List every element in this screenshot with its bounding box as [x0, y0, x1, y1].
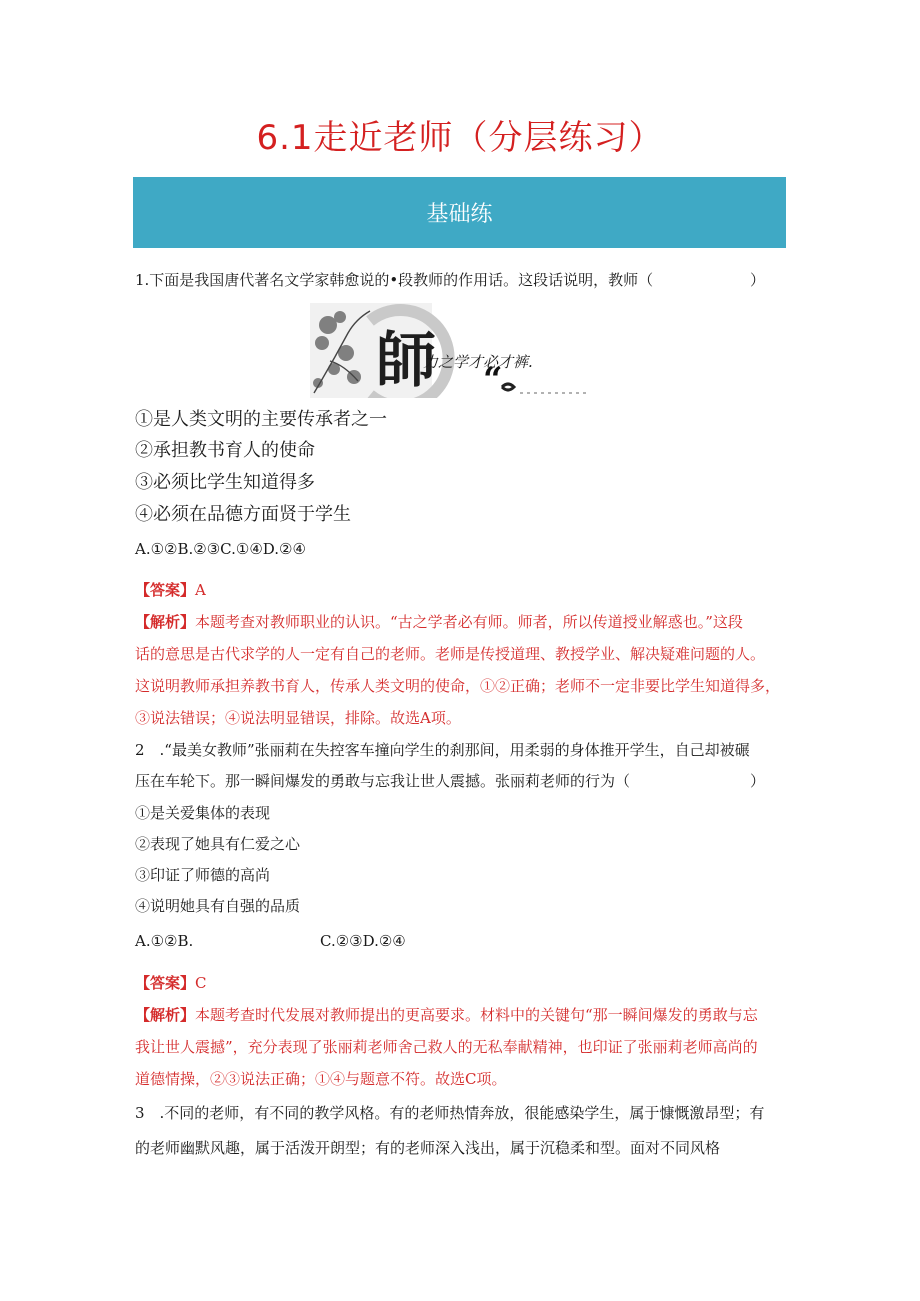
q2-option-2: ②表现了她具有仁爱之心	[135, 835, 301, 853]
q2-close-paren: ）	[750, 772, 766, 790]
section-banner	[133, 177, 786, 248]
q1-option-4: ④必须在品德方面贤于学生	[135, 504, 351, 525]
q2-stem-line-2: 压在车轮下。那一瞬间爆发的勇敢与忘我让世人震撼。张丽莉老师的行为（	[135, 772, 631, 790]
svg-text:“: “	[483, 360, 503, 398]
calligraphy-char: 師	[376, 326, 436, 396]
q1-illustration	[310, 303, 600, 398]
q1-stem: 1.下面是我国唐代著名文学家韩愈说的•段教师的作用话。这段话说明，教师（	[135, 271, 654, 289]
q2-answer	[135, 976, 207, 991]
q2-choices-b: C.②③D.②④	[320, 932, 406, 950]
q1-analysis-line-4: ③说法错误；④说法明显错误，排除。故选A项。	[135, 709, 461, 727]
q1-analysis-label: 【解析】	[135, 613, 196, 631]
q2-analysis-line-1: 【解析】本题考查时代发展对教师提出的更高要求。材料中的关键句“那一瞬间爆发的勇敢与忘	[135, 1006, 758, 1024]
q1-option-3: ③必须比学生知道得多	[135, 472, 315, 493]
q1-answer	[135, 583, 206, 598]
q1-analysis-line-2: 话的意思是古代求学的人一定有自己的老师。老师是传授道理、教授学业、解决疑难问题的人。	[135, 645, 766, 663]
q2-analysis-line-2: 我让世人震撼”，充分表现了张丽莉老师舍己救人的无私奉献精神，也印证了张丽莉老师高尚的	[135, 1038, 758, 1056]
q3-line-1: 3 .不同的老师，有不同的教学风格。有的老师热情奔放，很能感染学生，属于慷慨激昂型；有	[135, 1104, 765, 1122]
q2-stem-line-1: 2 .“最美女教师”张丽莉在失控客车撞向学生的刹那间，用柔弱的身体推开学生，自己却被碾	[135, 741, 750, 759]
section-banner-label: 基础练	[426, 202, 493, 227]
q1-close-paren: ）	[750, 271, 766, 289]
q1-option-1: ①是人类文明的主要传承者之一	[135, 409, 387, 430]
q1-choices: A.①②B.②③C.①④D.②④	[135, 540, 306, 558]
q2-option-1: ①是关爱集体的表现	[135, 804, 271, 822]
q3-line-2: 的老师幽默风趣，属于活泼开朗型；有的老师深入浅出，属于沉稳柔和型。面对不同风格	[135, 1139, 721, 1157]
calligraphy-flower-image	[310, 303, 600, 398]
q1-option-2: ②承担教书育人的使命	[135, 440, 315, 461]
q2-answer-value: C	[195, 974, 207, 992]
q1-analysis-line-3: 这说明教师承担养教书育人，传承人类文明的使命，①②正确；老师不一定非要比学生知道得多，	[135, 677, 781, 695]
page-title: 6.1走近老师（分层练习）	[256, 118, 664, 158]
q2-option-3: ③印证了师德的高尚	[135, 866, 271, 884]
q2-option-4: ④说明她具有自强的品质	[135, 897, 301, 915]
q2-choices-a: A.①②B.	[135, 932, 194, 950]
q2-answer-label: 【答案】	[135, 974, 196, 992]
q2-analysis-label: 【解析】	[135, 1006, 196, 1024]
q1-analysis-line-1: 【解析】本题考查对教师职业的认识。“古之学者必有师。师者，所以传道授业解惑也。”这段	[135, 613, 743, 631]
q1-image-caption: 力之学才必才裤.	[423, 353, 533, 371]
q1-answer-label: 【答案】	[135, 581, 196, 599]
q2-analysis-line-3: 道德情操，②③说法正确；①④与题意不符。故选C项。	[135, 1070, 507, 1088]
q1-answer-value: A	[195, 581, 206, 599]
